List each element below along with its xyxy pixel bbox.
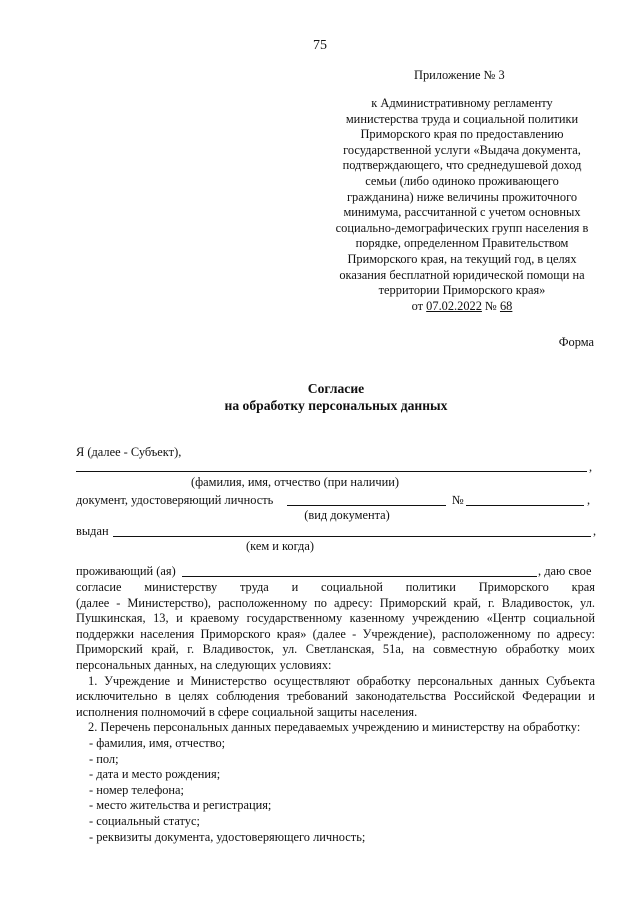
date-prefix: от: [411, 298, 424, 313]
form-label: Форма: [558, 335, 594, 349]
list-item: - социальный статус;: [89, 813, 200, 828]
subject-label: Я (далее - Субъект),: [76, 445, 182, 459]
comma: ,: [589, 460, 593, 474]
residing-label: проживающий (ая): [76, 564, 176, 578]
full-name-field[interactable]: [76, 457, 587, 472]
appendix-line: Приморского края по предоставлению: [360, 127, 564, 142]
address-field[interactable]: [182, 562, 537, 577]
appendix-block: [324, 96, 600, 314]
document-body: [76, 580, 595, 845]
issued-hint: (кем и когда): [246, 539, 314, 553]
name-hint: (фамилия, имя, отчество (при наличии): [190, 475, 399, 489]
appendix-line: семьи (либо одиноко проживающего: [365, 173, 559, 188]
list-item: - дата и место рождения;: [89, 767, 221, 782]
list-item: - место жительства и регистрация;: [89, 798, 272, 813]
appendix-line: министерства труда и социальной политики: [345, 111, 579, 126]
appendix-date-line: [324, 299, 600, 315]
list-item: - реквизиты документа, удостоверяющего личность;: [89, 829, 366, 844]
document-type-field[interactable]: [287, 491, 446, 506]
appendix-line: порядке, определенном Правительством: [355, 236, 569, 251]
document-hint: (вид документа): [304, 508, 390, 522]
issued-by-field[interactable]: [113, 522, 591, 537]
document-number-field[interactable]: [466, 491, 584, 506]
document-label: документ, удостоверяющий личность: [76, 493, 274, 507]
appendix-line: гражданина) ниже величины прожиточного: [346, 189, 578, 204]
appendix-title: Приложение № 3: [414, 68, 505, 82]
number-sign: №: [452, 493, 464, 507]
appendix-line: оказания бесплатной юридической помощи на: [339, 267, 585, 282]
appendix-line: к Административному регламенту: [371, 96, 553, 110]
appendix-line: государственной услуги «Выдача документа,: [343, 142, 581, 157]
appendix-date: 07.02.2022: [426, 298, 482, 313]
page-number: 75: [313, 38, 327, 53]
consent-paragraph: (далее - Министерство), расположенному по адресу: Приморский край, г. Владивосток, ул. Пушкинская, 13, и краевому государственному казенному учреждению «Центр социальной поддержки населения Приморского края» (далее - Учреждение), расположенному по адресу: Приморский край, г. Владивосток, ул. Светланская, 51а, на совместную обработку моих персональных данных, на следующих условиях:: [76, 595, 595, 672]
clause-1: 1. Учреждение и Министерство осуществляют обработку персональных данных Субъекта исключительно в целях соблюдения требований законодательства Российской Федерации и исполнения полномочий в сфере социальной защиты населения.: [76, 673, 595, 719]
list-item: - фамилия, имя, отчество;: [89, 735, 226, 750]
title-line-1: Согласие: [307, 381, 365, 396]
appendix-number: 68: [499, 298, 513, 313]
comma: ,: [587, 493, 591, 507]
list-item: - пол;: [89, 751, 119, 766]
title-line-2: на обработку персональных данных: [224, 398, 448, 413]
consent-tail: , даю свое: [538, 564, 592, 578]
appendix-line: минимума, рассчитанной с учетом основных: [343, 205, 581, 220]
appendix-line: подтверждающего, что среднедушевой доход: [342, 158, 582, 173]
number-prefix: №: [485, 298, 497, 313]
consent-first-line: согласие министерству труда и социальной политики Приморского края: [76, 580, 595, 594]
appendix-line: Приморского края, на текущий год, в целях: [347, 251, 577, 266]
appendix-line: территории Приморского края»: [378, 283, 546, 298]
document-title: [0, 380, 640, 414]
issued-label: выдан: [76, 524, 109, 538]
list-item: - номер телефона;: [89, 782, 184, 797]
comma: ,: [593, 524, 597, 538]
appendix-line: социально-демографических групп населения в: [335, 220, 589, 235]
clause-2: 2. Перечень персональных данных передаваемых учреждению и министерству на обработку:: [88, 720, 581, 735]
